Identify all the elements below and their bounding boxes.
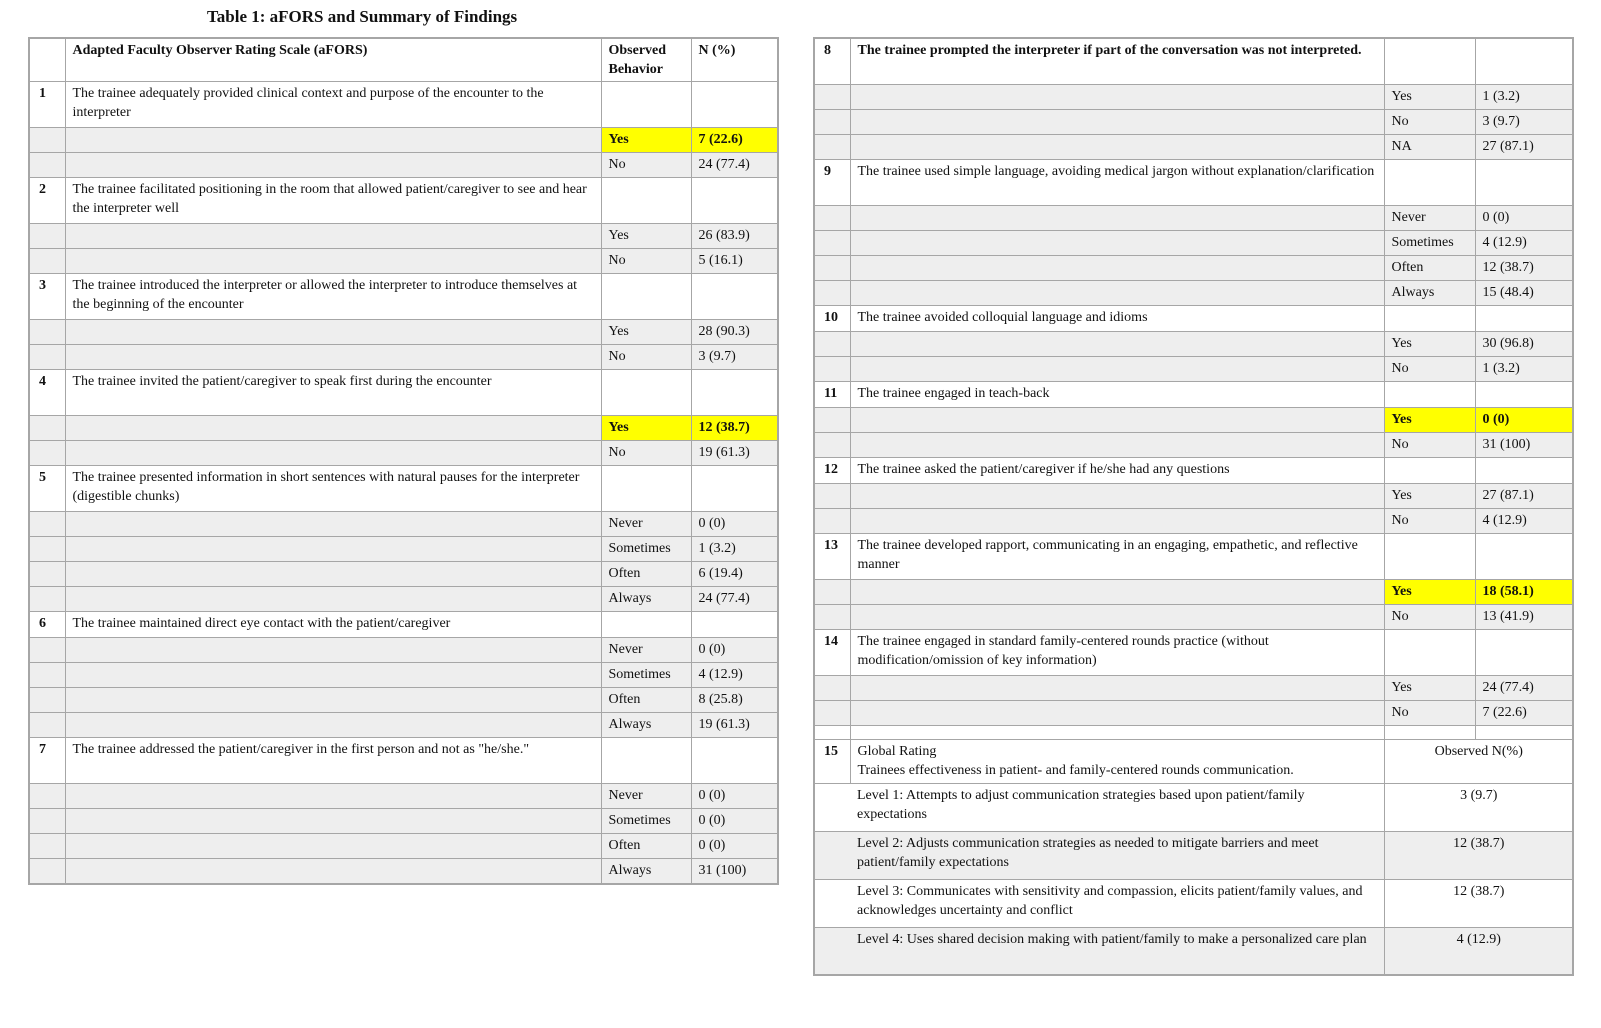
response-row [814, 579, 1573, 604]
observed-cell [1384, 159, 1475, 205]
item-text: The trainee avoided colloquial language and idioms [850, 305, 1384, 331]
level-num-cell [814, 783, 850, 831]
item-number: 10 [814, 305, 850, 331]
empty-text-cell [65, 663, 601, 688]
item-number: 7 [29, 738, 65, 784]
response-label: Always [601, 587, 691, 612]
response-value: 24 (77.4) [691, 587, 778, 612]
global-header: Observed N(%) [1384, 739, 1573, 783]
empty-text-cell [65, 128, 601, 153]
empty-num-cell [29, 713, 65, 738]
empty-text-cell [850, 579, 1384, 604]
observed-cell [1384, 38, 1475, 84]
response-value: 0 (0) [691, 809, 778, 834]
global-rating-description: Trainees effectiveness in patient- and family-centered rounds communication. [857, 762, 1294, 778]
item-number: 1 [29, 82, 65, 128]
response-value: 24 (77.4) [1475, 675, 1573, 700]
level-text: Level 2: Adjusts communication strategies as needed to mitigate barriers and meet patient/family expectations [850, 831, 1384, 879]
global-rating-row [814, 739, 1573, 783]
response-value: 1 (3.2) [1475, 84, 1573, 109]
empty-text-cell [65, 512, 601, 537]
item-row [29, 738, 778, 784]
n-cell [691, 738, 778, 784]
response-value: 4 (12.9) [691, 663, 778, 688]
response-label: Never [601, 512, 691, 537]
response-value: 12 (38.7) [691, 416, 778, 441]
n-cell [691, 82, 778, 128]
response-value: 7 (22.6) [1475, 700, 1573, 725]
response-row [814, 508, 1573, 533]
empty-num-cell [29, 224, 65, 249]
empty-text-cell [850, 432, 1384, 457]
item-number: 4 [29, 370, 65, 416]
item-number: 14 [814, 629, 850, 675]
empty-text-cell [65, 416, 601, 441]
n-cell [1475, 381, 1573, 407]
response-value: 5 (16.1) [691, 249, 778, 274]
empty-num-cell [29, 249, 65, 274]
level-row [814, 927, 1573, 975]
item-row [29, 466, 778, 512]
n-cell [691, 612, 778, 638]
n-cell [1475, 457, 1573, 483]
response-label: No [1384, 508, 1475, 533]
response-row [29, 784, 778, 809]
response-value: 19 (61.3) [691, 713, 778, 738]
global-rating-text [850, 739, 1384, 783]
response-value: 8 (25.8) [691, 688, 778, 713]
response-value: 0 (0) [691, 512, 778, 537]
n-cell [691, 274, 778, 320]
response-label: Often [601, 834, 691, 859]
empty-text-cell [850, 280, 1384, 305]
observed-cell [1384, 457, 1475, 483]
observed-cell [1384, 533, 1475, 579]
table-title: Table 1: aFORS and Summary of Findings [207, 7, 518, 26]
response-value: 0 (0) [691, 834, 778, 859]
empty-num-cell [29, 859, 65, 884]
empty-num-cell [29, 834, 65, 859]
empty-text-cell [65, 834, 601, 859]
response-value: 18 (58.1) [1475, 579, 1573, 604]
response-label: No [601, 441, 691, 466]
item-row [814, 629, 1573, 675]
empty-num-cell [29, 537, 65, 562]
response-row [29, 834, 778, 859]
response-value: 31 (100) [691, 859, 778, 884]
spacer-cell [850, 725, 1384, 739]
response-label: Often [1384, 255, 1475, 280]
response-value: 0 (0) [1475, 205, 1573, 230]
response-row [814, 675, 1573, 700]
item-text: The trainee introduced the interpreter or allowed the interpreter to introduce themselves at the beginning of the encounter [65, 274, 601, 320]
item-text: The trainee used simple language, avoiding medical jargon without explanation/clarification [850, 159, 1384, 205]
level-value: 4 (12.9) [1384, 927, 1573, 975]
response-value: 0 (0) [1475, 407, 1573, 432]
empty-text-cell [850, 483, 1384, 508]
empty-text-cell [850, 675, 1384, 700]
response-label: Sometimes [1384, 230, 1475, 255]
response-row [29, 441, 778, 466]
response-value: 28 (90.3) [691, 320, 778, 345]
item-text: The trainee engaged in standard family-centered rounds practice (without modification/omission of key information) [850, 629, 1384, 675]
response-row [814, 134, 1573, 159]
response-label: Sometimes [601, 809, 691, 834]
item-number: 9 [814, 159, 850, 205]
empty-text-cell [65, 859, 601, 884]
observed-cell [601, 738, 691, 784]
empty-text-cell [65, 224, 601, 249]
response-row [29, 663, 778, 688]
item-row [29, 612, 778, 638]
response-value: 6 (19.4) [691, 562, 778, 587]
response-row [29, 345, 778, 370]
empty-text-cell [65, 784, 601, 809]
item-text: The trainee adequately provided clinical context and purpose of the encounter to the interpreter [65, 82, 601, 128]
response-row [29, 638, 778, 663]
n-cell [691, 370, 778, 416]
empty-num-cell [814, 675, 850, 700]
response-label: No [601, 345, 691, 370]
n-cell [1475, 629, 1573, 675]
item-text: The trainee developed rapport, communicating in an engaging, empathetic, and reflective manner [850, 533, 1384, 579]
empty-num-cell [814, 205, 850, 230]
item-text: The trainee facilitated positioning in the room that allowed patient/caregiver to see and hear the interpreter well [65, 178, 601, 224]
empty-num-cell [29, 345, 65, 370]
observed-cell [601, 82, 691, 128]
empty-num-cell [814, 230, 850, 255]
response-value: 1 (3.2) [1475, 356, 1573, 381]
observed-cell [1384, 381, 1475, 407]
item-text: The trainee asked the patient/caregiver if he/she had any questions [850, 457, 1384, 483]
response-value: 24 (77.4) [691, 153, 778, 178]
spacer-row [814, 725, 1573, 739]
global-number: 15 [814, 739, 850, 783]
n-cell [691, 178, 778, 224]
response-value: 4 (12.9) [1475, 508, 1573, 533]
response-label: Yes [601, 128, 691, 153]
empty-num-cell [29, 784, 65, 809]
observed-cell [601, 466, 691, 512]
item-number: 6 [29, 612, 65, 638]
empty-num-cell [29, 688, 65, 713]
empty-text-cell [65, 441, 601, 466]
afors-table-right [813, 37, 1574, 976]
global-rating-title: Global Rating [857, 743, 937, 759]
response-row [29, 416, 778, 441]
response-label: No [1384, 432, 1475, 457]
empty-text-cell [65, 809, 601, 834]
empty-text-cell [850, 230, 1384, 255]
response-label: Yes [601, 224, 691, 249]
header-observed: Observed Behavior [601, 38, 691, 82]
level-text: Level 4: Uses shared decision making with patient/family to make a personalized care plan [850, 927, 1384, 975]
response-row [29, 562, 778, 587]
n-cell [1475, 159, 1573, 205]
response-value: 15 (48.4) [1475, 280, 1573, 305]
response-row [29, 688, 778, 713]
empty-num-cell [29, 587, 65, 612]
header-row [29, 38, 778, 82]
level-num-cell [814, 879, 850, 927]
response-label: No [1384, 604, 1475, 629]
empty-num-cell [814, 109, 850, 134]
empty-text-cell [65, 587, 601, 612]
empty-text-cell [65, 153, 601, 178]
observed-cell [601, 370, 691, 416]
response-label: Yes [1384, 675, 1475, 700]
item-text: The trainee prompted the interpreter if part of the conversation was not interpreted. [850, 38, 1384, 84]
response-row [29, 587, 778, 612]
empty-text-cell [850, 205, 1384, 230]
empty-text-cell [65, 562, 601, 587]
level-value: 12 (38.7) [1384, 879, 1573, 927]
empty-text-cell [850, 84, 1384, 109]
response-row [814, 407, 1573, 432]
empty-text-cell [850, 700, 1384, 725]
n-cell [1475, 533, 1573, 579]
empty-text-cell [65, 638, 601, 663]
item-row [814, 159, 1573, 205]
empty-num-cell [814, 280, 850, 305]
spacer-cell [1475, 725, 1573, 739]
response-label: Always [1384, 280, 1475, 305]
response-row [814, 483, 1573, 508]
response-row [29, 713, 778, 738]
item-text: The trainee maintained direct eye contact with the patient/caregiver [65, 612, 601, 638]
response-label: Sometimes [601, 537, 691, 562]
empty-num-cell [29, 128, 65, 153]
item-number: 5 [29, 466, 65, 512]
response-row [29, 512, 778, 537]
response-row [29, 153, 778, 178]
response-row [29, 128, 778, 153]
empty-num-cell [29, 638, 65, 663]
empty-num-cell [814, 84, 850, 109]
level-row [814, 783, 1573, 831]
empty-text-cell [850, 604, 1384, 629]
observed-cell [1384, 629, 1475, 675]
level-value: 3 (9.7) [1384, 783, 1573, 831]
empty-num-cell [29, 416, 65, 441]
empty-num-cell [29, 320, 65, 345]
header-n: N (%) [691, 38, 778, 82]
item-row [814, 38, 1573, 84]
response-label: Yes [1384, 579, 1475, 604]
afors-table-left [28, 37, 779, 885]
item-number: 8 [814, 38, 850, 84]
item-row [814, 381, 1573, 407]
item-row [814, 305, 1573, 331]
empty-text-cell [65, 320, 601, 345]
response-row [814, 280, 1573, 305]
response-label: Yes [601, 416, 691, 441]
empty-num-cell [814, 331, 850, 356]
response-label: No [1384, 109, 1475, 134]
empty-num-cell [29, 562, 65, 587]
level-text: Level 1: Attempts to adjust communication strategies based upon patient/family expectations [850, 783, 1384, 831]
item-row [29, 82, 778, 128]
empty-text-cell [65, 249, 601, 274]
item-row [29, 370, 778, 416]
response-label: NA [1384, 134, 1475, 159]
response-value: 3 (9.7) [691, 345, 778, 370]
response-row [29, 859, 778, 884]
item-number: 11 [814, 381, 850, 407]
response-row [814, 604, 1573, 629]
empty-num-cell [814, 700, 850, 725]
response-row [814, 255, 1573, 280]
item-text: The trainee engaged in teach-back [850, 381, 1384, 407]
item-row [29, 178, 778, 224]
response-value: 0 (0) [691, 784, 778, 809]
response-label: Sometimes [601, 663, 691, 688]
response-label: No [601, 153, 691, 178]
response-value: 0 (0) [691, 638, 778, 663]
response-value: 12 (38.7) [1475, 255, 1573, 280]
empty-num-cell [814, 604, 850, 629]
response-label: No [601, 249, 691, 274]
response-value: 27 (87.1) [1475, 483, 1573, 508]
spacer-cell [814, 725, 850, 739]
response-value: 26 (83.9) [691, 224, 778, 249]
level-row [814, 879, 1573, 927]
response-value: 4 (12.9) [1475, 230, 1573, 255]
empty-num-cell [814, 407, 850, 432]
response-row [814, 356, 1573, 381]
response-label: Often [601, 688, 691, 713]
n-cell [1475, 305, 1573, 331]
empty-text-cell [850, 109, 1384, 134]
empty-num-cell [814, 432, 850, 457]
response-label: No [1384, 700, 1475, 725]
response-label: Yes [1384, 331, 1475, 356]
empty-text-cell [850, 134, 1384, 159]
item-text: The trainee presented information in short sentences with natural pauses for the interpreter (digestible chunks) [65, 466, 601, 512]
item-row [814, 457, 1573, 483]
item-number: 12 [814, 457, 850, 483]
header-scale: Adapted Faculty Observer Rating Scale (aFORS) [65, 38, 601, 82]
response-row [814, 109, 1573, 134]
response-label: Never [601, 784, 691, 809]
response-label: Yes [1384, 84, 1475, 109]
response-label: Often [601, 562, 691, 587]
item-row [29, 274, 778, 320]
response-row [29, 320, 778, 345]
observed-cell [601, 274, 691, 320]
n-cell [1475, 38, 1573, 84]
empty-num-cell [29, 809, 65, 834]
level-row [814, 831, 1573, 879]
empty-num-cell [29, 153, 65, 178]
observed-cell [601, 612, 691, 638]
response-label: Never [1384, 205, 1475, 230]
empty-num-cell [29, 512, 65, 537]
response-row [29, 809, 778, 834]
empty-num-cell [29, 441, 65, 466]
empty-num-cell [814, 508, 850, 533]
response-value: 7 (22.6) [691, 128, 778, 153]
response-row [814, 700, 1573, 725]
response-value: 1 (3.2) [691, 537, 778, 562]
response-row [814, 84, 1573, 109]
empty-text-cell [850, 331, 1384, 356]
response-row [814, 432, 1573, 457]
empty-text-cell [850, 255, 1384, 280]
item-text: The trainee addressed the patient/caregiver in the first person and not as "he/she." [65, 738, 601, 784]
empty-text-cell [65, 688, 601, 713]
response-label: No [1384, 356, 1475, 381]
response-value: 31 (100) [1475, 432, 1573, 457]
level-num-cell [814, 831, 850, 879]
observed-cell [601, 178, 691, 224]
empty-text-cell [850, 508, 1384, 533]
observed-cell [1384, 305, 1475, 331]
response-label: Always [601, 859, 691, 884]
empty-num-cell [814, 356, 850, 381]
response-row [814, 331, 1573, 356]
response-value: 13 (41.9) [1475, 604, 1573, 629]
empty-text-cell [65, 345, 601, 370]
response-row [29, 224, 778, 249]
response-label: Yes [1384, 407, 1475, 432]
response-value: 27 (87.1) [1475, 134, 1573, 159]
empty-text-cell [65, 537, 601, 562]
response-row [814, 230, 1573, 255]
empty-num-cell [29, 663, 65, 688]
empty-num-cell [814, 579, 850, 604]
response-label: Yes [601, 320, 691, 345]
empty-text-cell [850, 407, 1384, 432]
item-text: The trainee invited the patient/caregiver to speak first during the encounter [65, 370, 601, 416]
response-value: 30 (96.8) [1475, 331, 1573, 356]
response-value: 3 (9.7) [1475, 109, 1573, 134]
response-label: Always [601, 713, 691, 738]
level-text: Level 3: Communicates with sensitivity and compassion, elicits patient/family values, and acknowledges uncertainty and conflict [850, 879, 1384, 927]
response-row [814, 205, 1573, 230]
item-number: 13 [814, 533, 850, 579]
response-label: Never [601, 638, 691, 663]
response-value: 19 (61.3) [691, 441, 778, 466]
item-number: 2 [29, 178, 65, 224]
response-label: Yes [1384, 483, 1475, 508]
header-num-cell [29, 38, 65, 82]
level-num-cell [814, 927, 850, 975]
n-cell [691, 466, 778, 512]
response-row [29, 249, 778, 274]
empty-text-cell [65, 713, 601, 738]
spacer-cell [1384, 725, 1475, 739]
empty-num-cell [814, 483, 850, 508]
item-number: 3 [29, 274, 65, 320]
empty-text-cell [850, 356, 1384, 381]
empty-num-cell [814, 134, 850, 159]
empty-num-cell [814, 255, 850, 280]
response-row [29, 537, 778, 562]
level-value: 12 (38.7) [1384, 831, 1573, 879]
item-row [814, 533, 1573, 579]
